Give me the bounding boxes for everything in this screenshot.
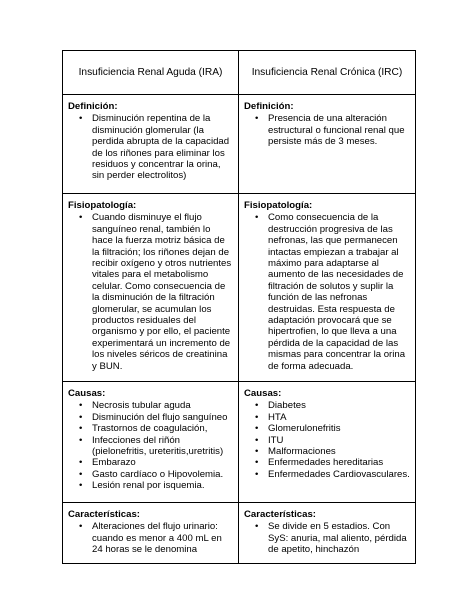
cell-ira-caracteristicas xyxy=(63,503,239,564)
section-title: Características: xyxy=(68,509,140,520)
list-item: • Malformaciones xyxy=(255,446,336,458)
bullet-icon: • xyxy=(79,113,83,125)
bullet-icon: • xyxy=(255,457,259,469)
bullet-icon: • xyxy=(255,212,259,224)
header-cell-ira: Insuficiencia Renal Aguda (IRA) xyxy=(63,51,239,95)
list-item: • Alteraciones del flujo urinario: cuando es menor a 400 mL en 24 horas se le denomina xyxy=(79,521,222,556)
bullet-icon: • xyxy=(255,446,259,458)
bullet-icon: • xyxy=(79,411,83,423)
bullet-icon: • xyxy=(255,411,259,423)
section-title: Fisiopatología: xyxy=(244,200,313,211)
bullet-icon: • xyxy=(79,521,83,533)
list-item: • ITU xyxy=(255,434,284,446)
section-title: Fisiopatología: xyxy=(68,200,137,211)
bullet-icon: • xyxy=(79,400,83,412)
comparison-table xyxy=(62,50,416,564)
section-title: Características: xyxy=(244,509,316,520)
list-item: • Necrosis tubular aguda xyxy=(79,400,191,412)
cell-irc-caracteristicas xyxy=(239,503,416,564)
bullet-icon: • xyxy=(255,434,259,446)
list-item: • Disminución repentina de la disminución glomerular (la perdida abrupta de la capacidad de los riñones para eliminar los residuos y concentrar la orina, sin perder electrolitos) xyxy=(79,113,230,182)
list-item: • Diabetes xyxy=(255,400,306,412)
cell-ira-definicion xyxy=(63,95,239,194)
section-title: Definición: xyxy=(244,101,294,112)
bullet-icon: • xyxy=(255,423,259,435)
bullet-icon: • xyxy=(79,434,83,446)
list-item: • Lesión renal por isquemia. xyxy=(79,480,205,492)
cell-irc-causas xyxy=(239,382,416,503)
bullet-icon: • xyxy=(255,113,259,125)
list-item: • Enfermedades Cardiovasculares. xyxy=(255,468,410,480)
list-item: • HTA xyxy=(255,411,287,423)
list-item: • Como consecuencia de la destrucción progresiva de las nefronas, las que permanecen intactas empiezan a trabajar al máximo para adaptarse al aumento de las necesidades de filtración de solutos y suplir la función de las nefronas destruidas. Esta respuesta de adaptación provocará que se hipertrofien, lo que lleva a una pérdida de la capacidad de las mismas para concentrar la orina de forma adecuada. xyxy=(255,212,406,372)
list-item: • Gasto cardíaco o Hipovolemia. xyxy=(79,468,224,480)
header-cell-irc: Insuficiencia Renal Crónica (IRC) xyxy=(239,51,416,95)
bullet-icon: • xyxy=(79,468,83,480)
cell-ira-causas xyxy=(63,382,239,503)
bullet-icon: • xyxy=(79,423,83,435)
list-item: • Infecciones del riñón (pielonefritis, ureteritis,uretritis) xyxy=(79,434,224,458)
table-row-causas xyxy=(63,382,416,503)
cell-irc-fisiopatologia xyxy=(239,194,416,382)
bullet-icon: • xyxy=(255,468,259,480)
bullet-icon: • xyxy=(255,521,259,533)
section-title: Causas: xyxy=(68,388,106,399)
table-row-caracteristicas xyxy=(63,503,416,564)
list-item: • Cuando disminuye el flujo sanguíneo renal, también lo hace la fuerza motriz básica de la filtración; los riñones dejan de recibir oxígeno y otros nutrientes vitales para el metabolismo celular. Como consecuencia de la disminución de la filtración glomerular, se acumulan los productos residuales del organismo y por ello, el paciente experimentará un incremento de los niveles séricos de creatinina y BUN. xyxy=(79,212,232,372)
list-item: • Trastornos de coagulación, xyxy=(79,423,208,435)
bullet-icon: • xyxy=(79,457,83,469)
list-item: • Presencia de una alteración estructural o funcional renal que persiste más de 3 meses. xyxy=(255,113,405,148)
table-header-row xyxy=(63,51,416,95)
section-title: Definición: xyxy=(68,101,118,112)
list-item: • Enfermedades hereditarias xyxy=(255,457,384,469)
table-row-definicion xyxy=(63,95,416,194)
bullet-icon: • xyxy=(255,400,259,412)
cell-ira-fisiopatologia xyxy=(63,194,239,382)
list-item: • Disminución del flujo sanguíneo xyxy=(79,411,228,423)
cell-irc-definicion xyxy=(239,95,416,194)
list-item: • Glomerulonefritis xyxy=(255,423,341,435)
bullet-icon: • xyxy=(79,480,83,492)
section-title: Causas: xyxy=(244,388,282,399)
list-item: • Se divide en 5 estadios. Con SyS: anuria, mal aliento, pérdida de apetito, hinchazón xyxy=(255,521,407,556)
table-row-fisiopatologia xyxy=(63,194,416,382)
bullet-icon: • xyxy=(79,212,83,224)
list-item: • Embarazo xyxy=(79,457,136,469)
